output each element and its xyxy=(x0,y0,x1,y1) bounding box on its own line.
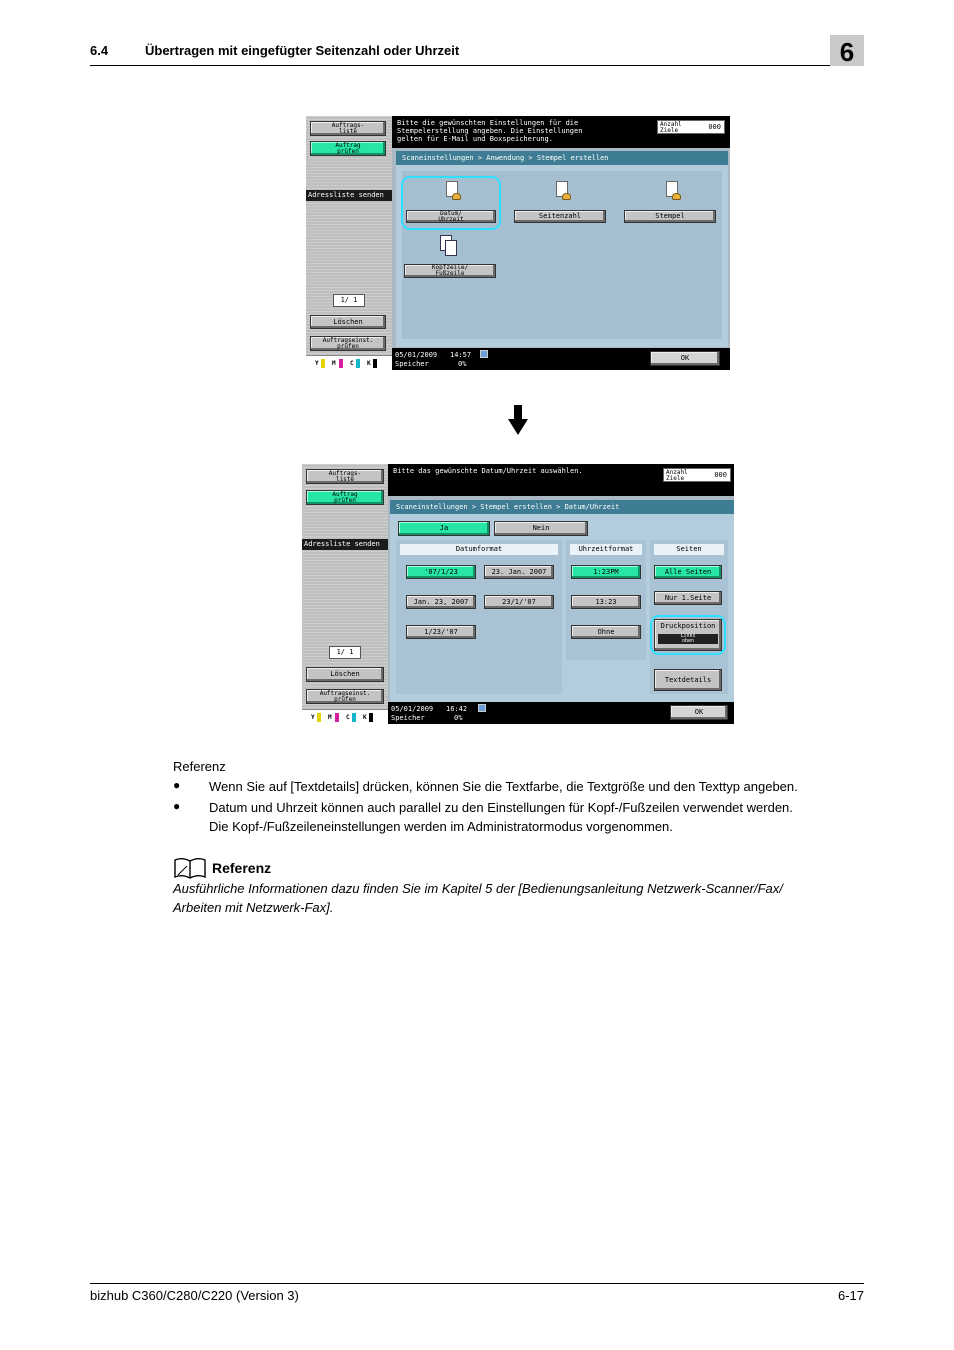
destination-count-label: Anzahl Ziele xyxy=(666,469,688,482)
check-job-settings-button[interactable]: Auftragseinst. prüfen xyxy=(306,689,384,704)
toner-m-bar xyxy=(335,713,339,722)
first-page-only-button[interactable]: Nur 1.Seite xyxy=(654,591,722,605)
header-rule xyxy=(90,65,864,66)
time-format-title: Uhrzeitformat xyxy=(570,544,642,555)
section-number: 6.4 xyxy=(90,43,109,58)
status-bar xyxy=(388,702,734,724)
date-format-option-3[interactable]: Jan. 23, 2007 xyxy=(406,595,476,609)
toner-c-bar xyxy=(352,713,356,722)
chapter-badge: 6 xyxy=(830,35,864,66)
date-format-panel xyxy=(396,540,562,694)
reference-text-line-2: Arbeiten mit Netzwerk-Fax]. xyxy=(173,900,334,915)
bullet-2-text: Datum und Uhrzeit können auch parallel zu den Einstellungen für Kopf-/Fußzeilen verwendet werden. xyxy=(209,800,793,815)
date-format-option-2[interactable]: 23. Jan. 2007 xyxy=(484,565,554,579)
toner-y-label: Y xyxy=(315,360,319,367)
memory-label: Speicher xyxy=(391,714,425,722)
toner-levels xyxy=(302,709,388,724)
address-list-label: Adressliste senden xyxy=(302,539,388,550)
toner-k-label: K xyxy=(363,714,367,721)
instruction-message xyxy=(388,464,734,496)
text-details-button[interactable]: Textdetails xyxy=(654,669,722,691)
delete-button[interactable]: Löschen xyxy=(306,667,384,682)
page-counter: 1/ 1 xyxy=(329,646,361,659)
memory-label: Speicher xyxy=(395,360,429,368)
destination-count-label: Anzahl Ziele xyxy=(660,121,682,134)
pages-panel xyxy=(650,540,728,694)
pages-title: Seiten xyxy=(654,544,724,555)
check-job-button[interactable]: Auftrag prüfen xyxy=(310,141,386,156)
reference-text-line-1: Ausführliche Informationen dazu finden Sie im Kapitel 5 der [Bedienungsanleitung Netzwerk-Scanner/Fax/ xyxy=(173,881,783,896)
destination-count: 000 xyxy=(714,471,727,479)
date-format-option-5[interactable]: 1/23/'07 xyxy=(406,625,476,639)
page-counter: 1/ 1 xyxy=(333,294,365,307)
ok-button[interactable]: OK xyxy=(650,351,720,366)
status-date: 05/01/2009 xyxy=(395,351,438,359)
date-format-option-1[interactable]: '07/1/23 xyxy=(406,565,476,579)
left-panel xyxy=(306,116,392,370)
no-button[interactable]: Nein xyxy=(494,521,588,536)
breadcrumb: Scaneinstellungen > Anwendung > Stempel erstellen xyxy=(396,151,728,165)
memory-value: 0% xyxy=(458,360,467,368)
destination-count: 000 xyxy=(708,123,721,131)
date-time-button[interactable]: Datum/ Uhrzeit xyxy=(406,210,496,223)
toner-c-label: C xyxy=(350,360,354,367)
time-format-option-1[interactable]: 1:23PM xyxy=(571,565,641,579)
time-format-option-3[interactable]: Ohne xyxy=(571,625,641,639)
date-format-title: Datumformat xyxy=(400,544,558,555)
screen-stamp-menu xyxy=(306,116,730,370)
toner-y-bar xyxy=(321,359,325,368)
print-position-label: Druckposition xyxy=(660,622,716,630)
status-date: 05/01/2009 xyxy=(391,705,434,713)
job-list-button[interactable]: Auftrags- liste xyxy=(310,121,386,136)
stamp-button[interactable]: Stempel xyxy=(624,210,716,223)
network-icon xyxy=(480,350,488,358)
header-footer-doc-icon-2 xyxy=(445,240,457,256)
toner-m-bar xyxy=(339,359,343,368)
instruction-text: Bitte die gewünschten Einstellungen für die Stempelerstellung angeben. Die Einstellungen gelten für E-Mail und Boxspeicherung. xyxy=(397,119,583,143)
check-job-settings-button[interactable]: Auftragseinst. prüfen xyxy=(310,336,386,351)
instruction-text: Bitte das gewünschte Datum/Uhrzeit auswählen. xyxy=(393,467,583,475)
destination-count-box xyxy=(663,468,731,482)
toner-m-label: M xyxy=(332,360,336,367)
footer-rule xyxy=(90,1283,864,1284)
print-position-value: Links oben xyxy=(658,634,718,644)
page-number-stamp-icon xyxy=(562,193,571,200)
page-number-button[interactable]: Seitenzahl xyxy=(514,210,606,223)
reference-label: Referenz xyxy=(173,759,226,774)
bullet-2-marker: ● xyxy=(173,799,181,813)
content-area xyxy=(390,500,734,702)
content-area xyxy=(396,151,728,347)
memory-value: 0% xyxy=(454,714,463,722)
header-footer-button[interactable]: Kopfzeile/ Fußzeile xyxy=(404,264,496,278)
stamp-stamp-icon xyxy=(672,193,681,200)
reference-heading: Referenz xyxy=(212,860,272,876)
breadcrumb: Scaneinstellungen > Stempel erstellen > Datum/Uhrzeit xyxy=(390,500,734,514)
yes-button[interactable]: Ja xyxy=(398,521,490,536)
ok-button[interactable]: OK xyxy=(670,705,728,720)
bullet-1-text: Wenn Sie auf [Textdetails] drücken, können Sie die Textfarbe, die Textgröße und den Texttyp angeben. xyxy=(209,779,798,794)
bullet-1-marker: ● xyxy=(173,778,181,792)
toner-y-bar xyxy=(317,713,321,722)
status-time: 14:57 xyxy=(450,351,472,359)
instruction-message xyxy=(392,116,730,148)
destination-count-box xyxy=(657,120,725,134)
job-list-button[interactable]: Auftrags- liste xyxy=(306,469,384,484)
address-list-label: Adressliste senden xyxy=(306,190,392,201)
status-time: 16:42 xyxy=(446,705,468,713)
book-icon xyxy=(173,857,207,879)
check-job-button[interactable]: Auftrag prüfen xyxy=(306,490,384,505)
toner-m-label: M xyxy=(328,714,332,721)
all-pages-button[interactable]: Alle Seiten xyxy=(654,565,722,579)
toner-c-label: C xyxy=(346,714,350,721)
toner-levels xyxy=(306,355,392,370)
footer-product: bizhub C360/C280/C220 (Version 3) xyxy=(90,1288,299,1303)
toner-y-label: Y xyxy=(311,714,315,721)
toner-k-label: K xyxy=(367,360,371,367)
footer-page-number: 6-17 xyxy=(837,1288,864,1303)
section-title: Übertragen mit eingefügter Seitenzahl oder Uhrzeit xyxy=(145,43,460,58)
toner-k-bar xyxy=(369,713,373,722)
time-format-option-2[interactable]: 13:23 xyxy=(571,595,641,609)
date-time-highlight xyxy=(401,176,501,230)
left-panel xyxy=(302,464,388,724)
status-bar xyxy=(392,348,730,370)
toner-c-bar xyxy=(356,359,360,368)
screen-date-time xyxy=(302,464,734,724)
toner-k-bar xyxy=(373,359,377,368)
date-format-option-4[interactable]: 23/1/'07 xyxy=(484,595,554,609)
bullet-2-text-cont: Die Kopf-/Fußzeileneinstellungen werden im Administratormodus vorgenommen. xyxy=(209,819,673,834)
delete-button[interactable]: Löschen xyxy=(310,315,386,329)
network-icon xyxy=(478,704,486,712)
arrow-down-icon xyxy=(508,405,528,437)
time-format-panel xyxy=(566,540,646,660)
print-position-highlight xyxy=(650,615,726,655)
